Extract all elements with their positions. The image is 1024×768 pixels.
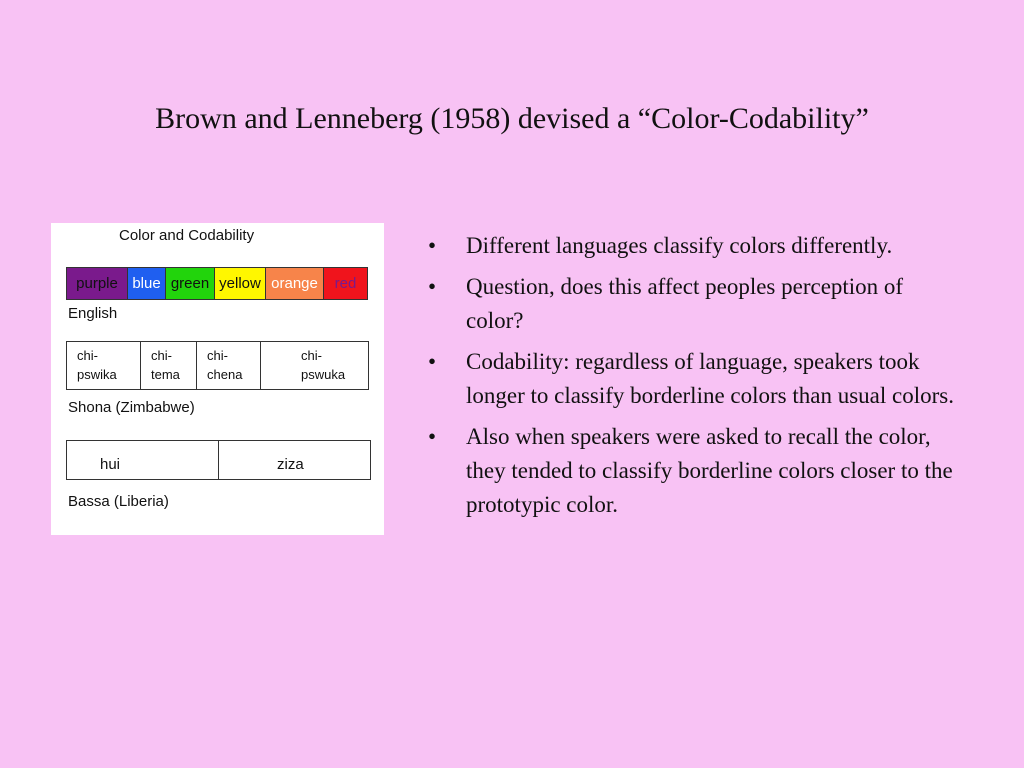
bullet-item [428, 345, 966, 413]
shona-label: Shona (Zimbabwe) [68, 399, 195, 416]
bassa-label: Bassa (Liberia) [68, 493, 169, 510]
english-cell-label: green [170, 275, 210, 292]
english-cell-green [166, 268, 215, 299]
english-cell-blue [128, 268, 166, 299]
bullet-text: Codability: regardless of language, speakers took longer to classify borderline colors than usual colors. [466, 349, 954, 408]
shona-cell-line2: pswika [77, 367, 117, 382]
bullet-item [428, 270, 966, 338]
english-cell-label: purple [76, 275, 118, 292]
english-label: English [68, 305, 118, 322]
shona-cell [261, 342, 368, 389]
shona-cell-line2: pswuka [301, 367, 346, 382]
english-cell-label: yellow [219, 275, 261, 292]
shona-cell-line1: chi- [77, 348, 98, 363]
bullet-list [428, 229, 968, 529]
shona-cell-line1: chi- [151, 348, 172, 363]
figure-title: Color and Codability [119, 227, 255, 244]
bullet-text: Different languages classify colors differently. [466, 233, 893, 258]
english-cell-yellow [215, 268, 266, 299]
bassa-cell [67, 441, 219, 479]
bassa-cell-label: ziza [277, 455, 304, 473]
shona-cell-line2: chena [207, 367, 243, 382]
shona-cell [67, 342, 141, 389]
bullet-mark: • [428, 233, 437, 258]
slide-title: Brown and Lenneberg (1958) devised a “Color-Codability” [155, 102, 869, 135]
bullet-item [428, 420, 966, 522]
english-cell-purple [67, 268, 128, 299]
english-cell-label: blue [132, 275, 161, 292]
shona-cell [197, 342, 261, 389]
english-cell-red [324, 268, 367, 299]
shona-cell-line2: tema [151, 367, 180, 382]
bullet-mark: • [428, 349, 437, 374]
english-cell-orange [266, 268, 324, 299]
bassa-cell-label: hui [100, 455, 121, 473]
bullet-item [428, 229, 966, 263]
english-cell-label: red [334, 275, 357, 292]
bullet-text: Question, does this affect peoples perception of color? [466, 274, 904, 333]
color-codability-figure [51, 223, 384, 535]
shona-cell-line1: chi- [301, 348, 322, 363]
shona-color-row [66, 341, 369, 390]
bassa-cell [219, 441, 370, 479]
bullet-mark: • [428, 424, 437, 449]
bullet-text: Also when speakers were asked to recall the color, they tended to classify borderline colors closer to the prototypic color. [466, 424, 953, 517]
english-cell-label: orange [271, 275, 318, 292]
shona-cell [141, 342, 197, 389]
shona-cell-line1: chi- [207, 348, 228, 363]
bullet-mark: • [428, 274, 437, 299]
english-color-row [66, 267, 368, 300]
bassa-color-row [66, 440, 371, 480]
